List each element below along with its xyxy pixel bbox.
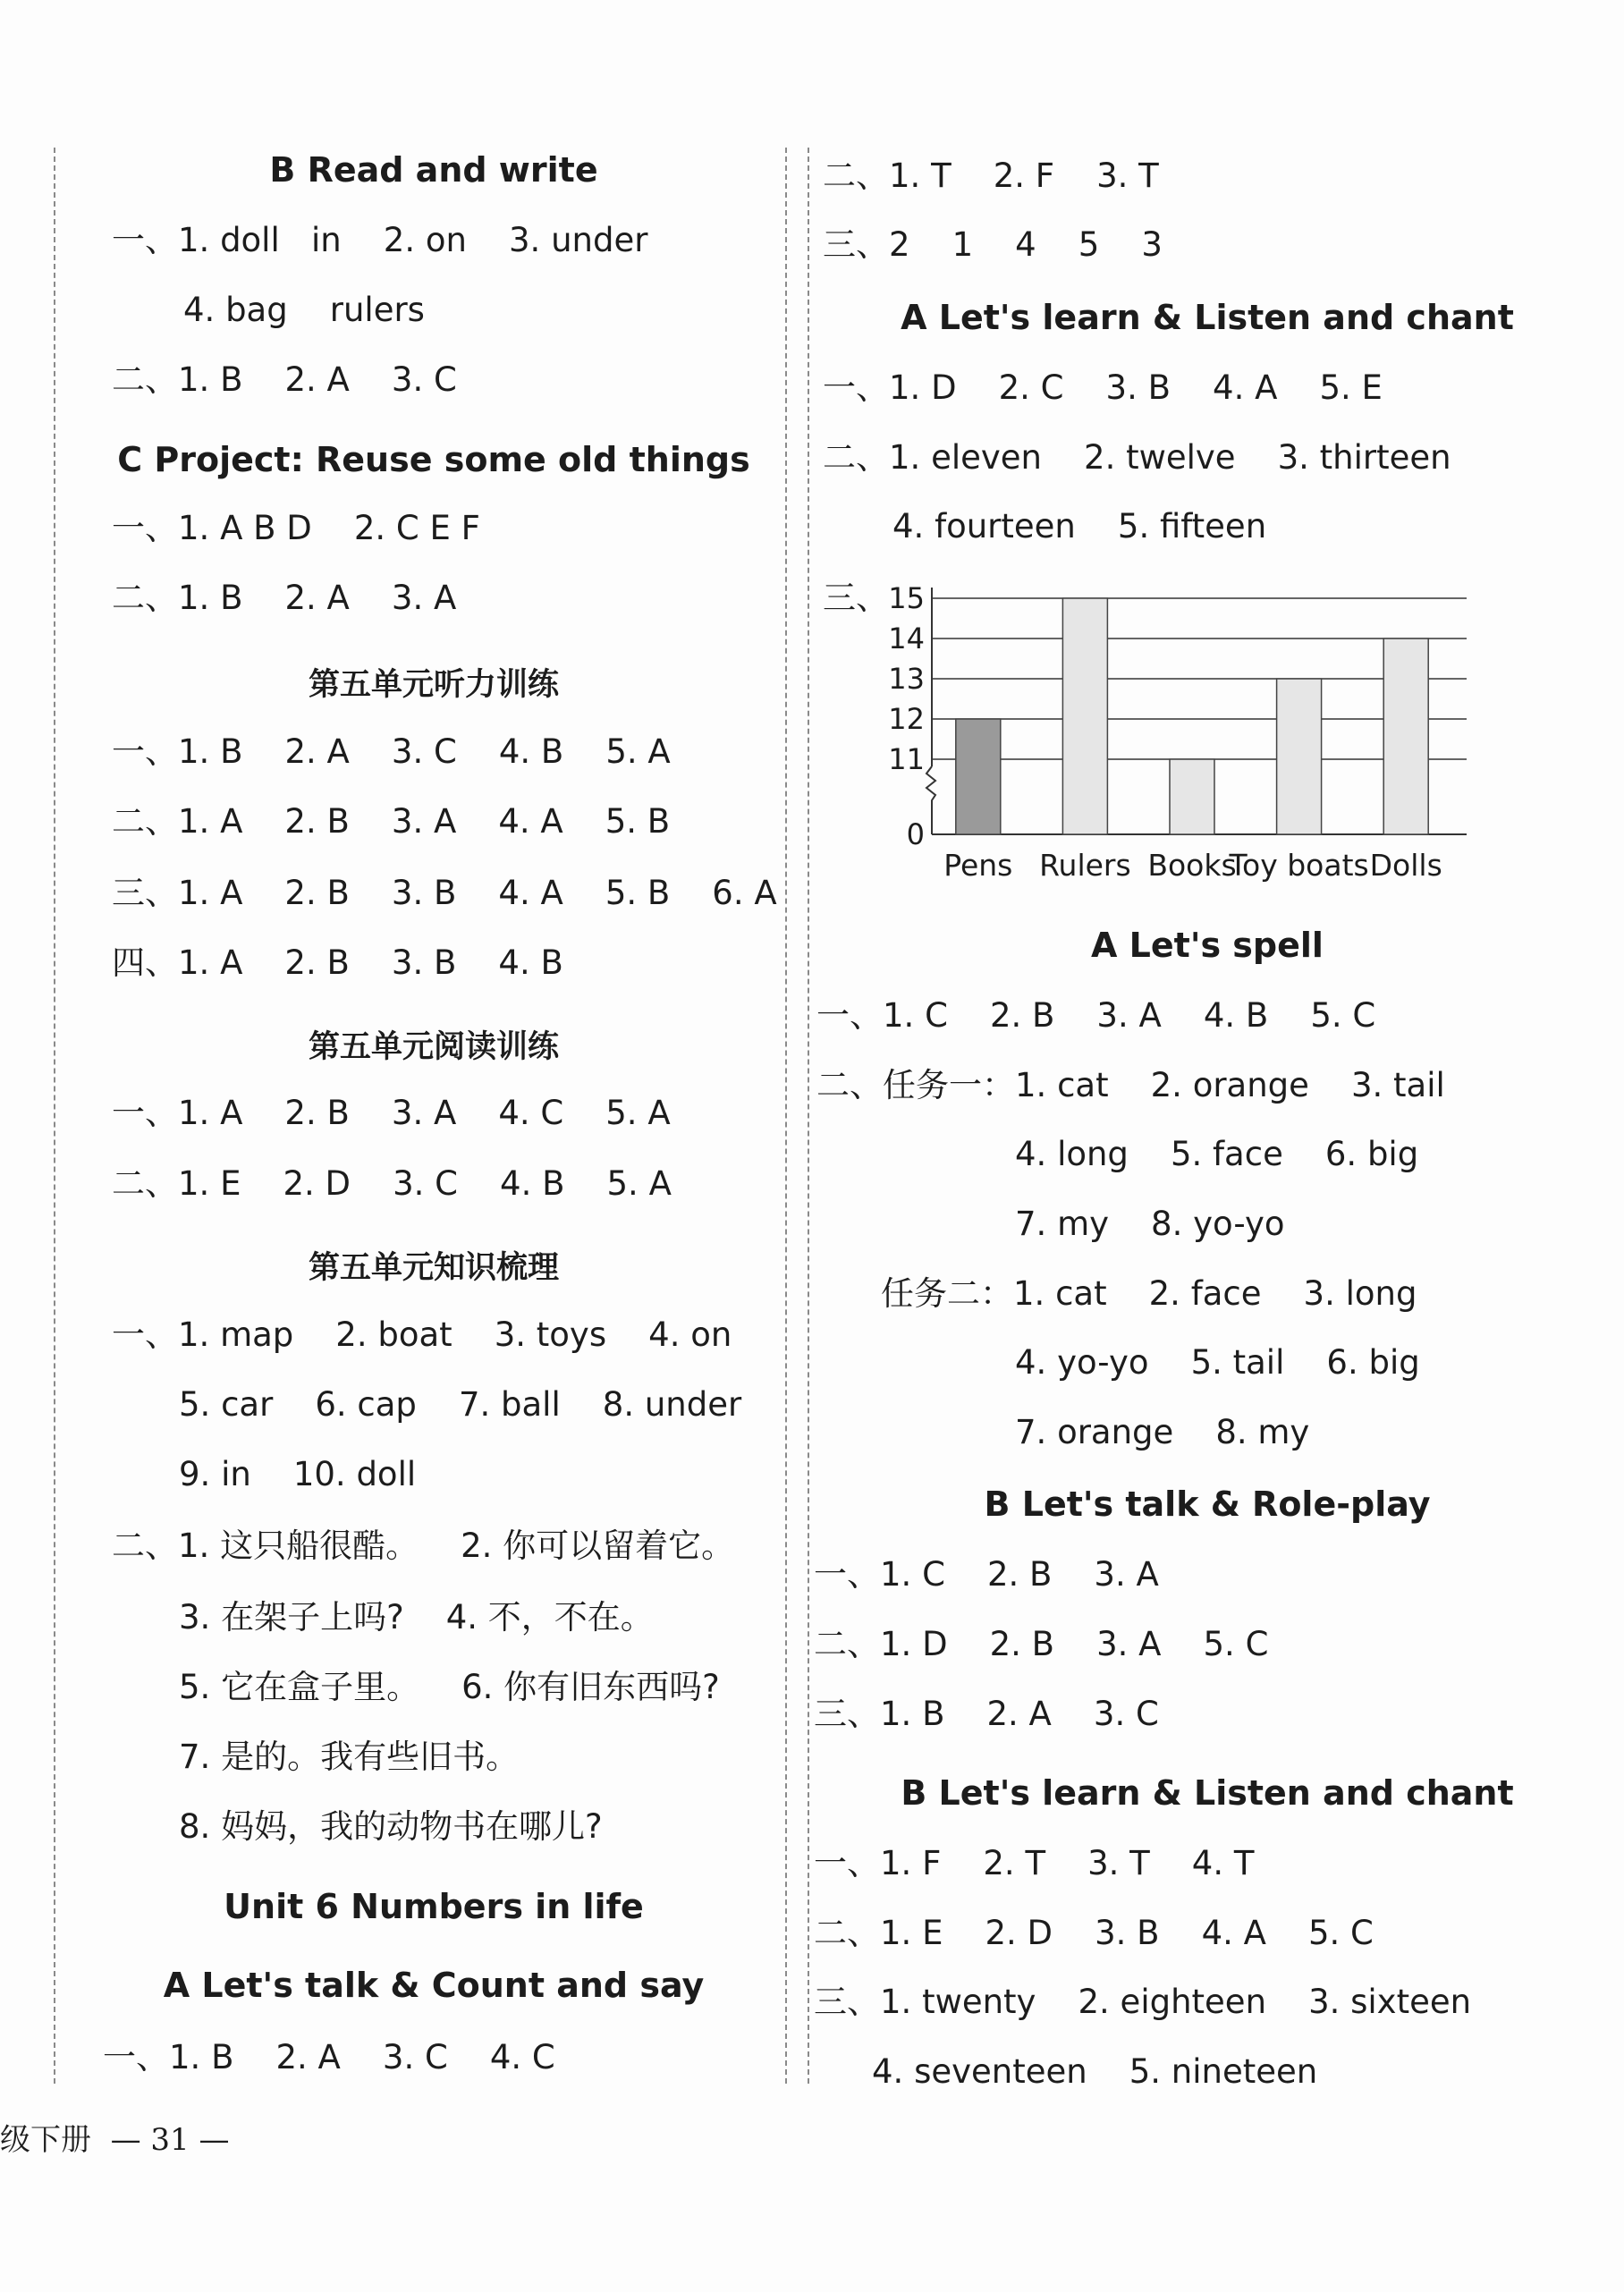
answer-line: 二、1. E 2. D 3. B 4. A 5. C	[814, 1914, 1374, 1952]
bar	[1277, 679, 1322, 834]
y-tick-label: 13	[888, 662, 925, 696]
answer-line: 一、1. B 2. A 3. C 4. B 5. A	[112, 732, 671, 771]
y-tick-label: 11	[888, 742, 925, 776]
heading-knowledge-review: 第五单元知识梳理	[308, 1250, 559, 1286]
answer-line: 一、1. D 2. C 3. B 4. A 5. E	[823, 368, 1383, 407]
x-tick-label: Rulers	[1039, 848, 1131, 883]
answer-line: 三、1. A 2. B 3. B 4. A 5. B 6. A	[112, 874, 777, 912]
answer-line: 5. car 6. cap 7. ball 8. under	[179, 1385, 742, 1424]
answer-line: 4. bag rulers	[183, 291, 425, 329]
answer-line: 4. long 5. face 6. big	[1015, 1135, 1419, 1173]
answer-line: 二、1. A 2. B 3. A 4. A 5. B	[112, 802, 671, 841]
answer-line: 二、1. E 2. D 3. C 4. B 5. A	[112, 1164, 672, 1203]
heading-unit-6: Unit 6 Numbers in life	[224, 1887, 644, 1926]
heading-lets-talk-role-play: B Let's talk & Role-play	[984, 1484, 1431, 1524]
answer-line: 二、1. eleven 2. twelve 3. thirteen	[823, 438, 1451, 477]
column-divider-left	[54, 148, 55, 2084]
answer-line: 三、2 1 4 5 3	[823, 225, 1163, 264]
answer-line: 任务二：1. cat 2. face 3. long	[881, 1274, 1417, 1313]
answer-line: 7. 是的。我有些旧书。	[179, 1738, 520, 1776]
answer-line: 一、1. map 2. boat 3. toys 4. on	[112, 1315, 732, 1354]
answer-line: 3. 在架子上吗? 4. 不，不在。	[179, 1598, 654, 1637]
answer-line: 二、任务一：1. cat 2. orange 3. tail	[816, 1066, 1445, 1104]
answer-line: 二、1. B 2. A 3. C	[112, 360, 457, 399]
column-divider-middle-a	[785, 148, 787, 2084]
bar	[1062, 598, 1107, 834]
answer-line: 8. 妈妈，我的动物书在哪儿?	[179, 1807, 603, 1846]
heading-listening-training: 第五单元听力训练	[308, 667, 559, 703]
answer-line: 一、1. C 2. B 3. A	[814, 1555, 1159, 1594]
axis-break-zigzag	[926, 766, 935, 834]
heading-read-and-write: B Read and write	[269, 150, 598, 190]
answer-line: 二、1. B 2. A 3. A	[112, 579, 457, 617]
heading-project: C Project: Reuse some old things	[117, 440, 750, 479]
heading-lets-learn-a: A Let's learn & Listen and chant	[901, 298, 1514, 337]
chart-question-marker: 三、	[823, 579, 889, 617]
answer-line: 三、1. twenty 2. eighteen 3. sixteen	[814, 1983, 1472, 2021]
answer-line: 四、1. A 2. B 3. B 4. B	[112, 943, 563, 982]
answer-line: 5. 它在盒子里。 6. 你有旧东西吗?	[179, 1668, 720, 1706]
x-tick-label: Toy boats	[1229, 848, 1369, 883]
answer-line: 三、1. B 2. A 3. C	[814, 1695, 1159, 1733]
heading-lets-spell: A Let's spell	[1091, 926, 1324, 965]
answer-line: 二、1. 这只船很酷。 2. 你可以留着它。	[112, 1527, 735, 1565]
answer-line: 4. fourteen 5. fifteen	[892, 507, 1267, 546]
answer-line: 一、1. C 2. B 3. A 4. B 5. C	[816, 996, 1376, 1035]
bar	[956, 719, 1001, 834]
answer-line: 7. orange 8. my	[1015, 1413, 1310, 1451]
heading-lets-talk-count: A Let's talk & Count and say	[163, 1966, 705, 2005]
x-tick-label: Books	[1147, 848, 1237, 883]
answer-line: 一、1. F 2. T 3. T 4. T	[814, 1844, 1255, 1882]
bar	[1383, 639, 1428, 834]
heading-lets-learn-b: B Let's learn & Listen and chant	[901, 1773, 1514, 1813]
answer-line: 一、1. A B D 2. C E F	[112, 509, 480, 547]
answer-line: 4. seventeen 5. nineteen	[872, 2052, 1318, 2091]
answer-line: 二、1. D 2. B 3. A 5. C	[814, 1625, 1269, 1663]
answer-line: 4. yo-yo 5. tail 6. big	[1015, 1343, 1420, 1382]
answer-line: 一、1. doll in 2. on 3. under	[112, 221, 648, 259]
page-footer: 级下册 — 31 —	[0, 2122, 230, 2158]
answer-line: 7. my 8. yo-yo	[1015, 1205, 1285, 1243]
y-tick-label: 12	[888, 702, 925, 736]
heading-reading-training: 第五单元阅读训练	[308, 1029, 559, 1065]
bar	[1170, 759, 1214, 834]
y-tick-label: 15	[888, 581, 925, 615]
answer-line: 一、1. A 2. B 3. A 4. C 5. A	[112, 1094, 671, 1132]
bar-chart	[888, 568, 1484, 890]
answer-line: 9. in 10. doll	[179, 1455, 417, 1493]
answer-line: 一、1. B 2. A 3. C 4. C	[103, 2038, 555, 2076]
x-tick-label: Dolls	[1369, 848, 1442, 883]
answer-line: 二、1. T 2. F 3. T	[823, 156, 1159, 195]
y-tick-label: 14	[888, 622, 925, 655]
y-tick-label: 0	[906, 817, 925, 851]
x-tick-label: Pens	[943, 848, 1013, 883]
